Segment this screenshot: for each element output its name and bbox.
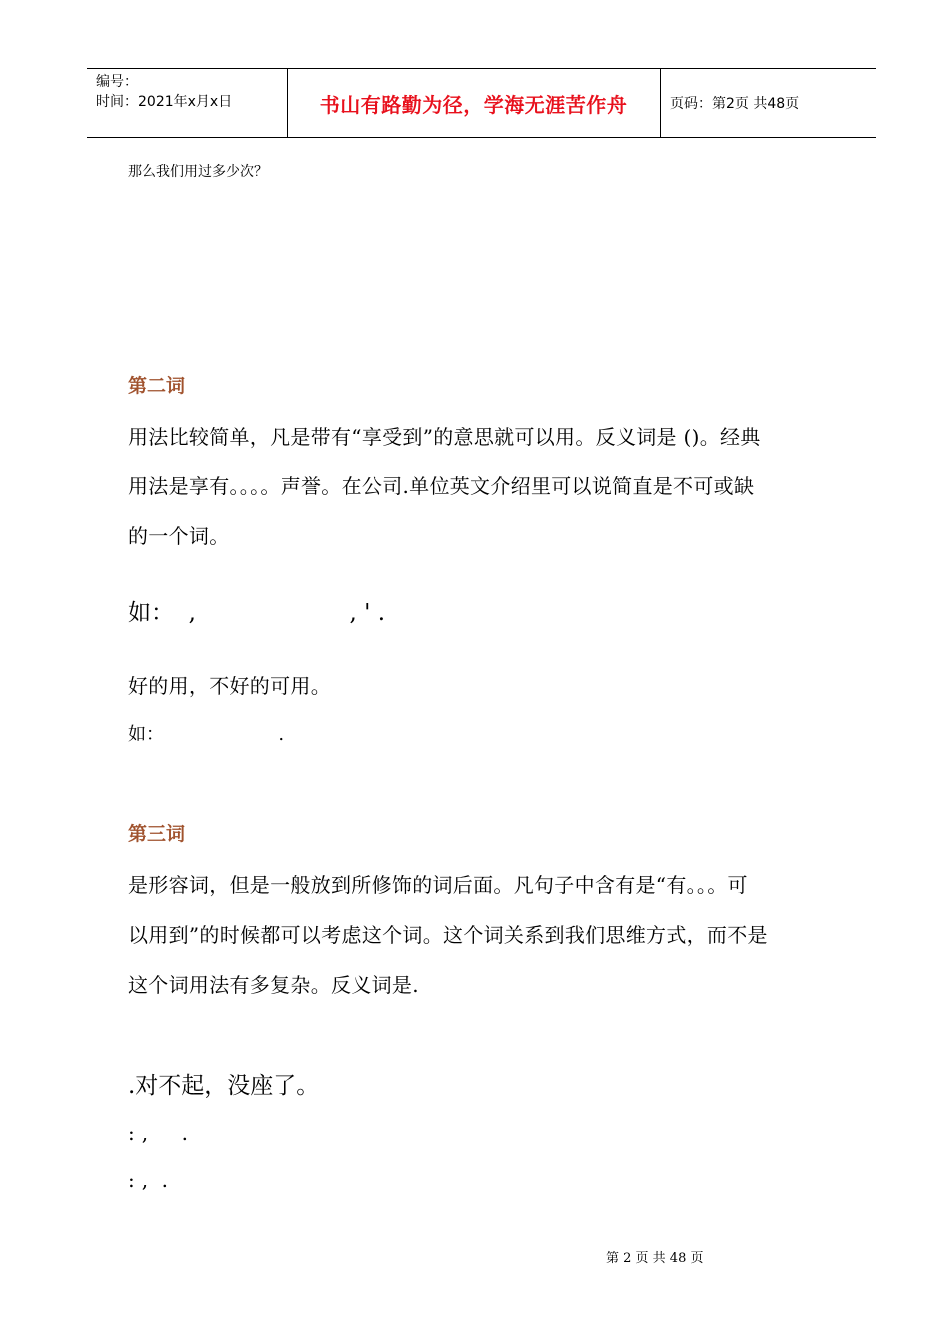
section2-paragraph-line2: 用法是享有。。。。声誉。在公司.单位英文介绍里可以说简直是不可或缺 — [128, 474, 755, 498]
footer-page-number: 第 2 页 共 48 页 — [606, 1251, 704, 1266]
header-divider-right — [660, 69, 661, 137]
intro-question: 那么我们用过多少次？ — [128, 164, 268, 180]
example-1: 如： , , ' . — [128, 600, 386, 626]
section3-paragraph-line2: 以用到”的时候都可以考虑这个词。这个词关系到我们思维方式，而不是 — [128, 923, 768, 947]
number-label: 编号： — [96, 74, 138, 90]
section2-paragraph-line3: 的一个词。 — [128, 524, 230, 548]
example-4: : , . — [128, 1121, 189, 1145]
section2-title: 第二词 — [128, 375, 186, 397]
section3-paragraph-line3: 这个词用法有多复杂。反义词是. — [128, 973, 419, 997]
header-meta — [96, 72, 232, 112]
section3-paragraph-line1: 是形容词，但是一般放到所修饰的词后面。凡句子中含有是“有。。。可 — [128, 873, 748, 897]
example-2: 如： . — [128, 724, 285, 745]
time-label: 时间：2021年x月x日 — [96, 94, 233, 110]
section2-paragraph-line1: 用法比较简单，凡是带有“享受到”的意思就可以用。反义词是 ()。经典 — [128, 425, 761, 449]
example-3: .对不起，没座了。 — [128, 1073, 320, 1099]
example-5: : , . — [128, 1168, 169, 1192]
header-motto: 书山有路勤为径，学海无涯苦作舟 — [319, 93, 628, 117]
header-page-info: 页码：第2页 共48页 — [670, 96, 800, 112]
section3-title: 第三词 — [128, 823, 186, 845]
document-header — [87, 68, 876, 138]
section2-note: 好的用，不好的可用。 — [128, 674, 331, 698]
